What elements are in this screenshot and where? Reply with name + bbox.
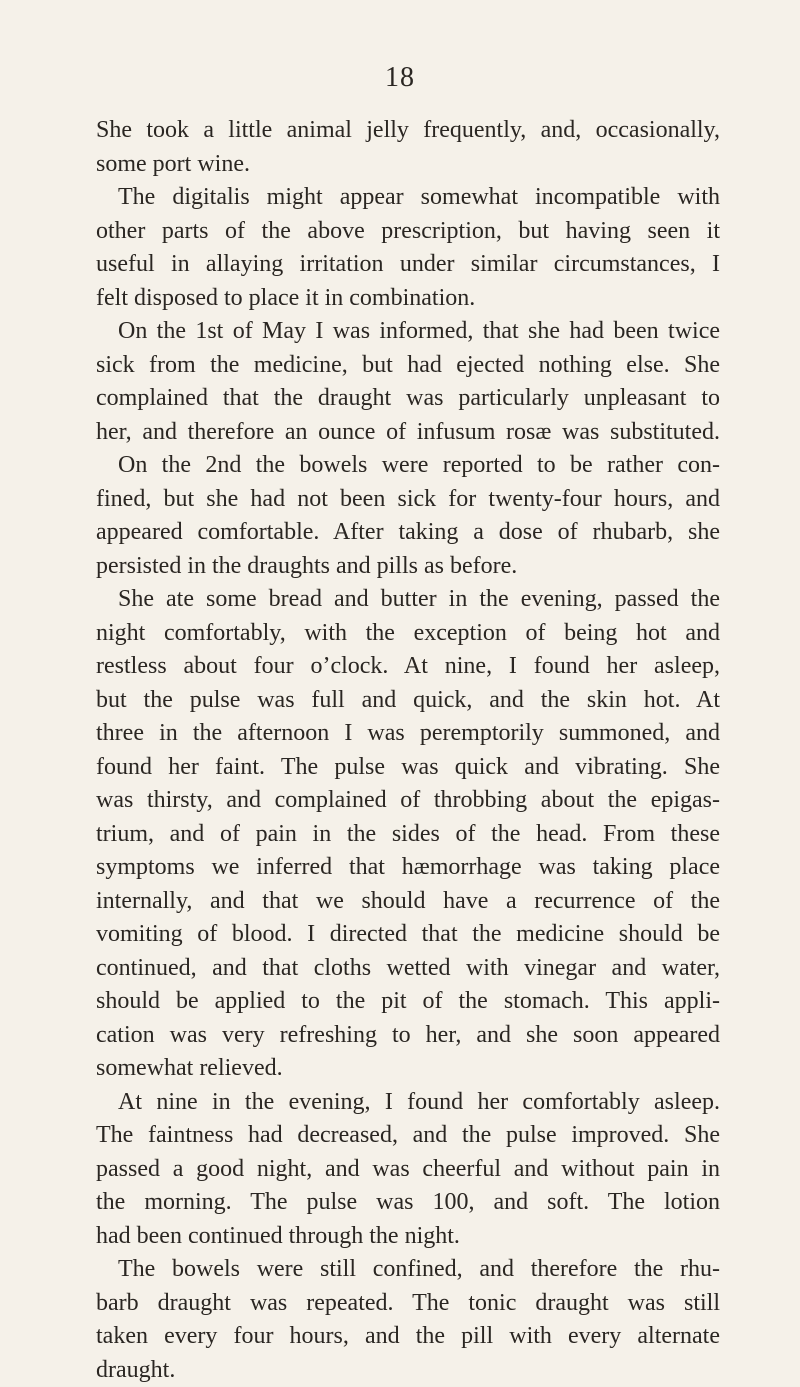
text-line: On the 1st of May I was informed, that she had been twice — [96, 315, 720, 349]
text-line: cation was very refreshing to her, and she soon appeared — [96, 1019, 720, 1053]
text-line: sick from the medicine, but had ejected nothing else. She — [96, 349, 720, 383]
text-line: vomiting of blood. I directed that the medicine should be — [96, 918, 720, 952]
text-line: some port wine. — [96, 148, 720, 182]
text-line: appeared comfortable. After taking a dose of rhubarb, she — [96, 516, 720, 550]
text-line: felt disposed to place it in combination. — [96, 282, 720, 316]
text-line: was thirsty, and complained of throbbing about the epigas- — [96, 784, 720, 818]
page-number: 18 — [0, 62, 800, 94]
text-line: persisted in the draughts and pills as before. — [96, 550, 720, 584]
text-line: fined, but she had not been sick for twenty-four hours, and — [96, 483, 720, 517]
text-line: On the 2nd the bowels were reported to be rather con- — [96, 449, 720, 483]
text-line: internally, and that we should have a recurrence of the — [96, 885, 720, 919]
text-line: At nine in the evening, I found her comfortably asleep. — [96, 1086, 720, 1120]
text-line: her, and therefore an ounce of infusum rosæ was substituted. — [96, 416, 720, 450]
text-line: The digitalis might appear somewhat incompatible with — [96, 181, 720, 215]
text-line: complained that the draught was particularly unpleasant to — [96, 382, 720, 416]
text-line: taken every four hours, and the pill with every alternate — [96, 1320, 720, 1354]
text-line: symptoms we inferred that hæmorrhage was taking place — [96, 851, 720, 885]
text-line: had been continued through the night. — [96, 1220, 720, 1254]
text-line: found her faint. The pulse was quick and vibrating. She — [96, 751, 720, 785]
text-line: useful in allaying irritation under similar circumstances, I — [96, 248, 720, 282]
text-line: restless about four o’clock. At nine, I found her asleep, — [96, 650, 720, 684]
text-line: The faintness had decreased, and the pulse improved. She — [96, 1119, 720, 1153]
text-line: but the pulse was full and quick, and the skin hot. At — [96, 684, 720, 718]
text-line: passed a good night, and was cheerful and without pain in — [96, 1153, 720, 1187]
text-line: draught. — [96, 1354, 720, 1387]
text-line: She took a little animal jelly frequently, and, occasionally, — [96, 114, 720, 148]
text-line: The bowels were still confined, and therefore the rhu- — [96, 1253, 720, 1287]
text-line: somewhat relieved. — [96, 1052, 720, 1086]
text-line: She ate some bread and butter in the evening, passed the — [96, 583, 720, 617]
text-line: trium, and of pain in the sides of the head. From these — [96, 818, 720, 852]
text-line: three in the afternoon I was peremptorily summoned, and — [96, 717, 720, 751]
text-line: continued, and that cloths wetted with vinegar and water, — [96, 952, 720, 986]
body-text — [96, 114, 720, 1387]
text-line: should be applied to the pit of the stomach. This appli- — [96, 985, 720, 1019]
text-line: the morning. The pulse was 100, and soft. The lotion — [96, 1186, 720, 1220]
text-line: night comfortably, with the exception of being hot and — [96, 617, 720, 651]
text-line: barb draught was repeated. The tonic draught was still — [96, 1287, 720, 1321]
text-line: other parts of the above prescription, but having seen it — [96, 215, 720, 249]
